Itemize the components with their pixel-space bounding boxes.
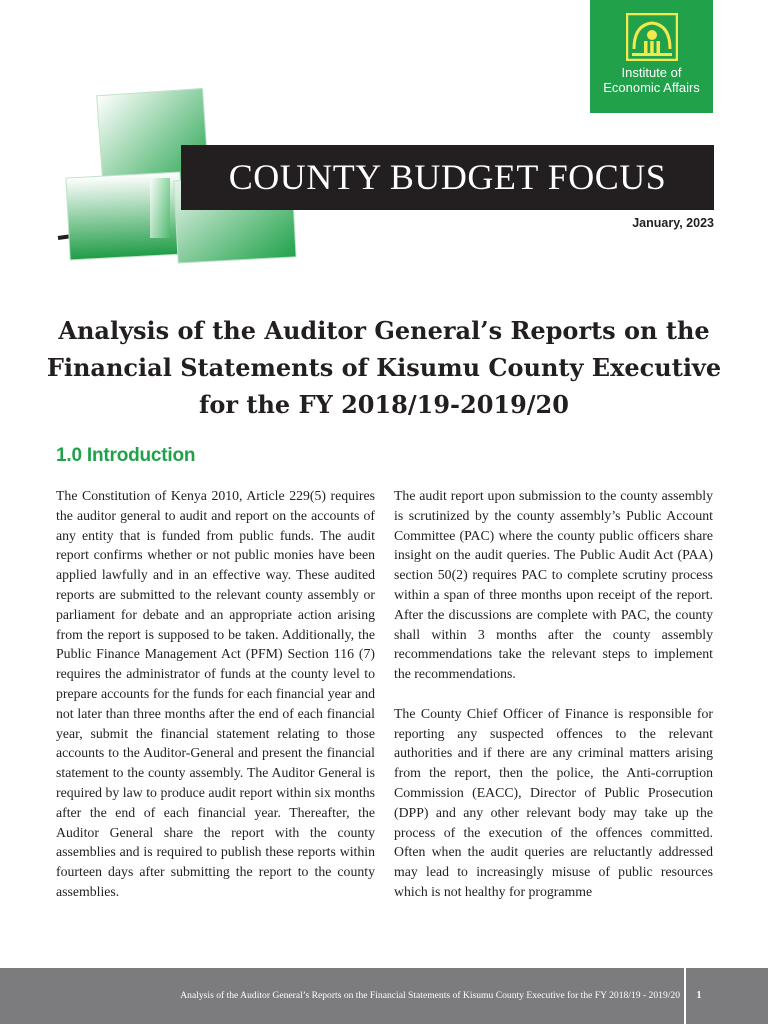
iea-logo-text xyxy=(590,65,713,95)
body-column-left xyxy=(56,486,375,922)
body-paragraph: The County Chief Officer of Finance is responsible for reporting any suspected offences to the relevant authorities and if there are any criminal matters arising from the report, then the police, the Anti-corruption Commission (EACC), Director of Public Prosecution (DPP) and any other relevant body may take up the process of the execution of the offences committed. Often when the audit queries are reluctantly addressed may lead to increasingly misuse of public resources which is not healthy for programme xyxy=(394,705,713,899)
logo-line-1: Institute of xyxy=(621,65,682,80)
page-footer xyxy=(0,968,768,1024)
publication-date: January, 2023 xyxy=(632,216,714,230)
page-number: 1 xyxy=(696,990,702,1001)
body-column-right xyxy=(394,486,713,922)
body-paragraph: The Constitution of Kenya 2010, Article 229(5) requires the auditor general to audit and report on the accounts of any entity that is funded from public funds. The audit report confirms whether or not public monies have been applied lawfully and in an effective way. These audited reports are submitted to the relevant county assembly or parliament for debate and an appropriate action arising from the report is supposed to be taken. Additionally, the Public Finance Management Act (PFM) Section 116 (7) requires the administrator of funds at the county level to prepare accounts for the funds for each financial year and not later than three months after the end of each financial year, submit the financial statement relating to those accounts to the Auditor-General and present the financial statement to the county assembly. The Auditor General is required by law to produce audit report within six months after the end of each financial year. Thereafter, the Auditor General share the report with the county assemblies and is required to publish these reports within fourteen days after submitting the report to the county assemblies. xyxy=(56,488,375,899)
report-title: Analysis of the Auditor General’s Reports on the Financial Statements of Kisumu County Executive for the FY 2018/19-2019/20 xyxy=(46,316,722,419)
section-heading: 1.0 Introduction xyxy=(56,445,196,466)
logo-line-2: Economic Affairs xyxy=(603,80,700,95)
deco-square-4 xyxy=(150,178,170,238)
iea-logo-icon xyxy=(626,13,678,61)
footer-running-title: Analysis of the Auditor General’s Reports on the Financial Statements of Kisumu County Executive for the FY 2018/19 - 2019/20 xyxy=(180,990,680,1001)
iea-logo xyxy=(590,0,713,113)
decorative-squares xyxy=(0,0,300,270)
publication-banner: COUNTY BUDGET FOCUS xyxy=(181,145,714,210)
body-paragraph: The audit report upon submission to the county assembly is scrutinized by the county assembly’s Public Account Committee (PAC) where the county public officers share insight on the audit queries. The Public Audit Act (PAA) section 50(2) requires PAC to complete scrutiny process within a span of three months upon receipt of the report. After the discussions are complete with PAC, the county shall within 3 months after the county assembly recommendations take the relevant steps to implement the recommendations. xyxy=(394,488,713,682)
